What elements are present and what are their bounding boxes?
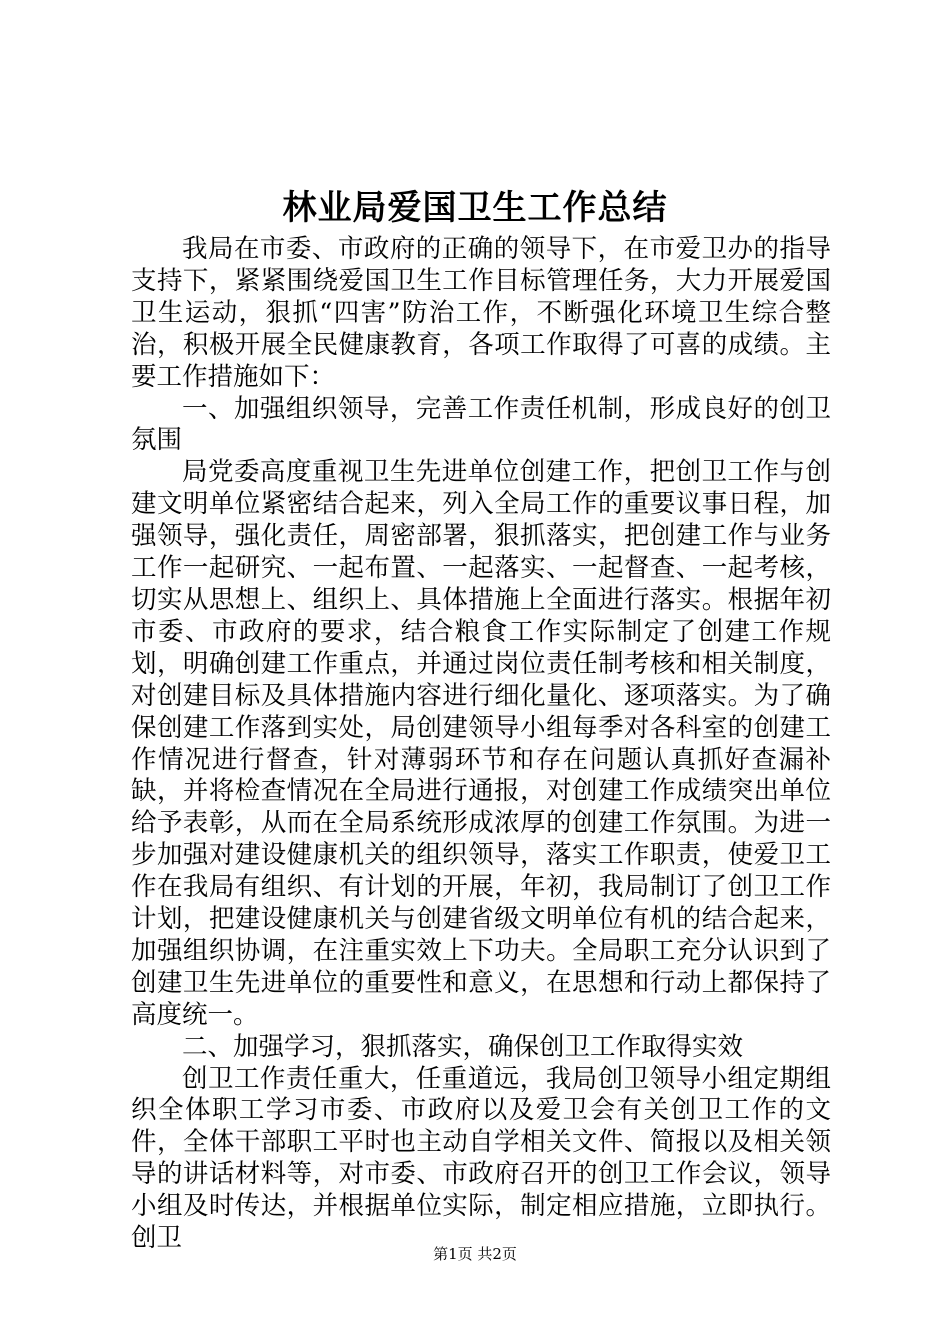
- document-body: [131, 234, 831, 1255]
- paragraph-section-1: 局党委高度重视卫生先进单位创建工作，把创卫工作与创建文明单位紧密结合起来，列入全局工作的重要议事日程，加强领导，强化责任，周密部署，狠抓落实，把创建工作与业务工作一起研究、一起布置、一起落实、一起督查、一起考核，切实从思想上、组织上、具体措施上全面进行落实。根据年初市委、市政府的要求，结合粮食工作实际制定了创建工作规划，明确创建工作重点，并通过岗位责任制考核和相关制度，对创建目标及具体措施内容进行细化量化、逐项落实。为了确保创建工作落到实处，局创建领导小组每季对各科室的创建工作情况进行督查，针对薄弱环节和存在问题认真抓好查漏补缺，并将检查情况在全局进行通报，对创建工作成绩突出单位给予表彰，从而在全局系统形成浓厚的创建工作氛围。为进一步加强对建设健康机关的组织领导，落实工作职责，使爱卫工作在我局有组织、有计划的开展，年初，我局制订了创卫工作计划，把建设健康机关与创建省级文明单位有机的结合起来，加强组织协调，在注重实效上下功夫。全局职工充分认识到了创建卫生先进单位的重要性和意义，在思想和行动上都保持了高度统一。: [131, 457, 831, 1030]
- heading-section-1: 一、加强组织领导，完善工作责任机制，形成良好的创卫氛围: [131, 393, 831, 456]
- paragraph-section-2: 创卫工作责任重大，任重道远，我局创卫领导小组定期组织全体职工学习市委、市政府以及爱卫会有关创卫工作的文件，全体干部职工平时也主动自学相关文件、简报以及相关领导的讲话材料等，对市委、市政府召开的创卫工作会议，领导小组及时传达，并根据单位实际，制定相应措施，立即执行。创卫: [131, 1063, 831, 1254]
- document-title: 林业局爱国卫生工作总结: [282, 188, 668, 228]
- paragraph-intro: 我局在市委、市政府的正确的领导下，在市爱卫办的指导支持下，紧紧围绕爱国卫生工作目标管理任务，大力开展爱国卫生运动，狠抓“四害”防治工作，不断强化环境卫生综合整治，积极开展全民健康教育，各项工作取得了可喜的成绩。主要工作措施如下：: [131, 234, 831, 392]
- heading-section-2: 二、加强学习，狠抓落实，确保创卫工作取得实效: [182, 1031, 744, 1062]
- page-footer: [0, 1244, 950, 1264]
- page-number: 第1页 共2页: [433, 1245, 517, 1263]
